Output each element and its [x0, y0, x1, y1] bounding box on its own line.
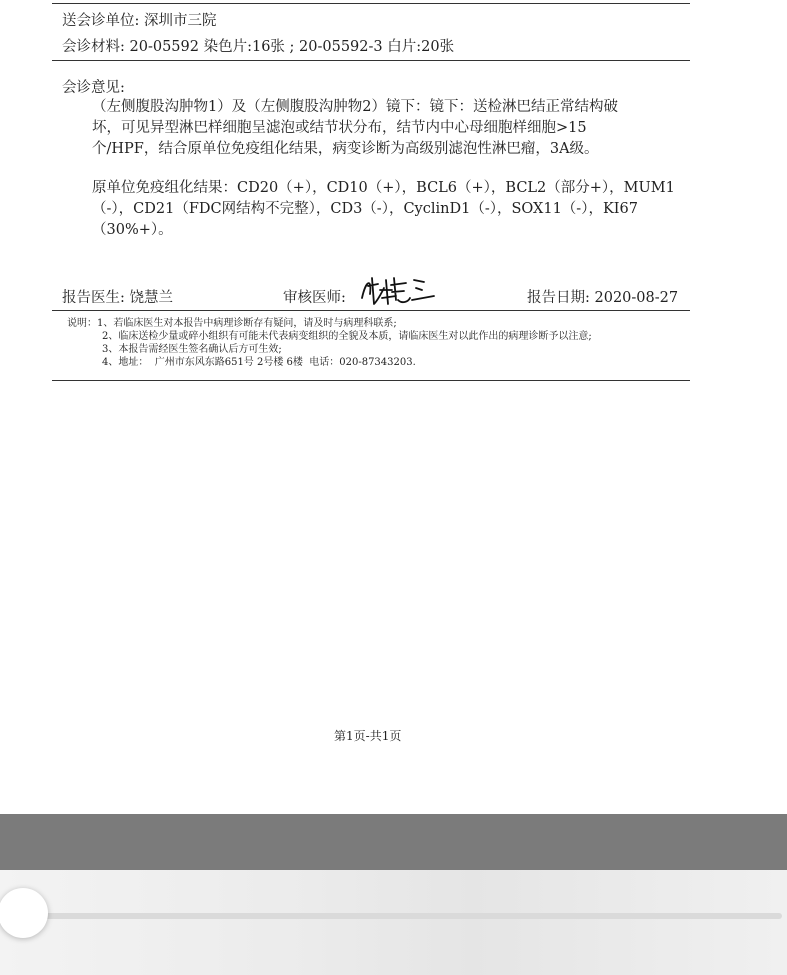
top-divider: [52, 3, 690, 4]
sending-unit: 送会诊单位: 深圳市三院: [62, 13, 217, 29]
disclaimer-note: 4、地址： 广州市东风东路651号 2号楼 6楼 电话：020-87343203.: [102, 357, 416, 368]
opinion-line: 个/HPF，结合原单位免疫组化结果，病变诊断为高级别滤泡性淋巴瘤，3A级。: [92, 141, 599, 157]
signature-divider: [52, 310, 690, 311]
page-scrubber-track[interactable]: [22, 913, 782, 919]
report-doctor: 报告医生: 饶慧兰: [62, 290, 173, 306]
consult-materials: 会诊材料: 20-05592 染色片:16张 ; 20-05592-3 白片:20张: [62, 39, 455, 55]
viewer-toolbar: [0, 870, 787, 975]
disclaimer-note: 说明：1、若临床医生对本报告中病理诊断存有疑问，请及时与病理科联系;: [67, 318, 397, 329]
opinion-line: （左侧腹股沟肿物1）及（左侧腹股沟肿物2）镜下：镜下：送检淋巴结正常结构破: [92, 99, 618, 115]
opinion-line: 坏，可见异型淋巴样细胞呈滤泡或结节状分布，结节内中心母细胞样细胞>15: [92, 120, 587, 136]
viewer-gutter: [0, 814, 787, 870]
page-scrubber-knob[interactable]: [0, 888, 48, 938]
ihc-line: 原单位免疫组化结果：CD20（+），CD10（+），BCL6（+），BCL2（部分+），MUM1: [92, 180, 675, 196]
ihc-line: （-），CD21（FDC网结构不完整），CD3（-），CyclinD1（-），SOX11（-），KI67: [92, 201, 638, 217]
disclaimer-note: 3、本报告需经医生签名确认后方可生效;: [102, 344, 282, 355]
disclaimer-note: 2、临床送检少量或碎小组织有可能未代表病变组织的全貌及本质，请临床医生对以此作出的病理诊断予以注意;: [102, 331, 592, 342]
report-date: 报告日期: 2020-08-27: [527, 290, 679, 306]
header-divider: [52, 60, 690, 61]
review-doctor-label: 审核医师:: [283, 290, 346, 306]
doctor-signature: [358, 270, 438, 308]
footer-divider: [52, 380, 690, 381]
page-indicator: 第1页-共1页: [334, 729, 402, 743]
ihc-line: （30%+）。: [92, 222, 173, 238]
opinion-heading: 会诊意见:: [62, 80, 125, 96]
